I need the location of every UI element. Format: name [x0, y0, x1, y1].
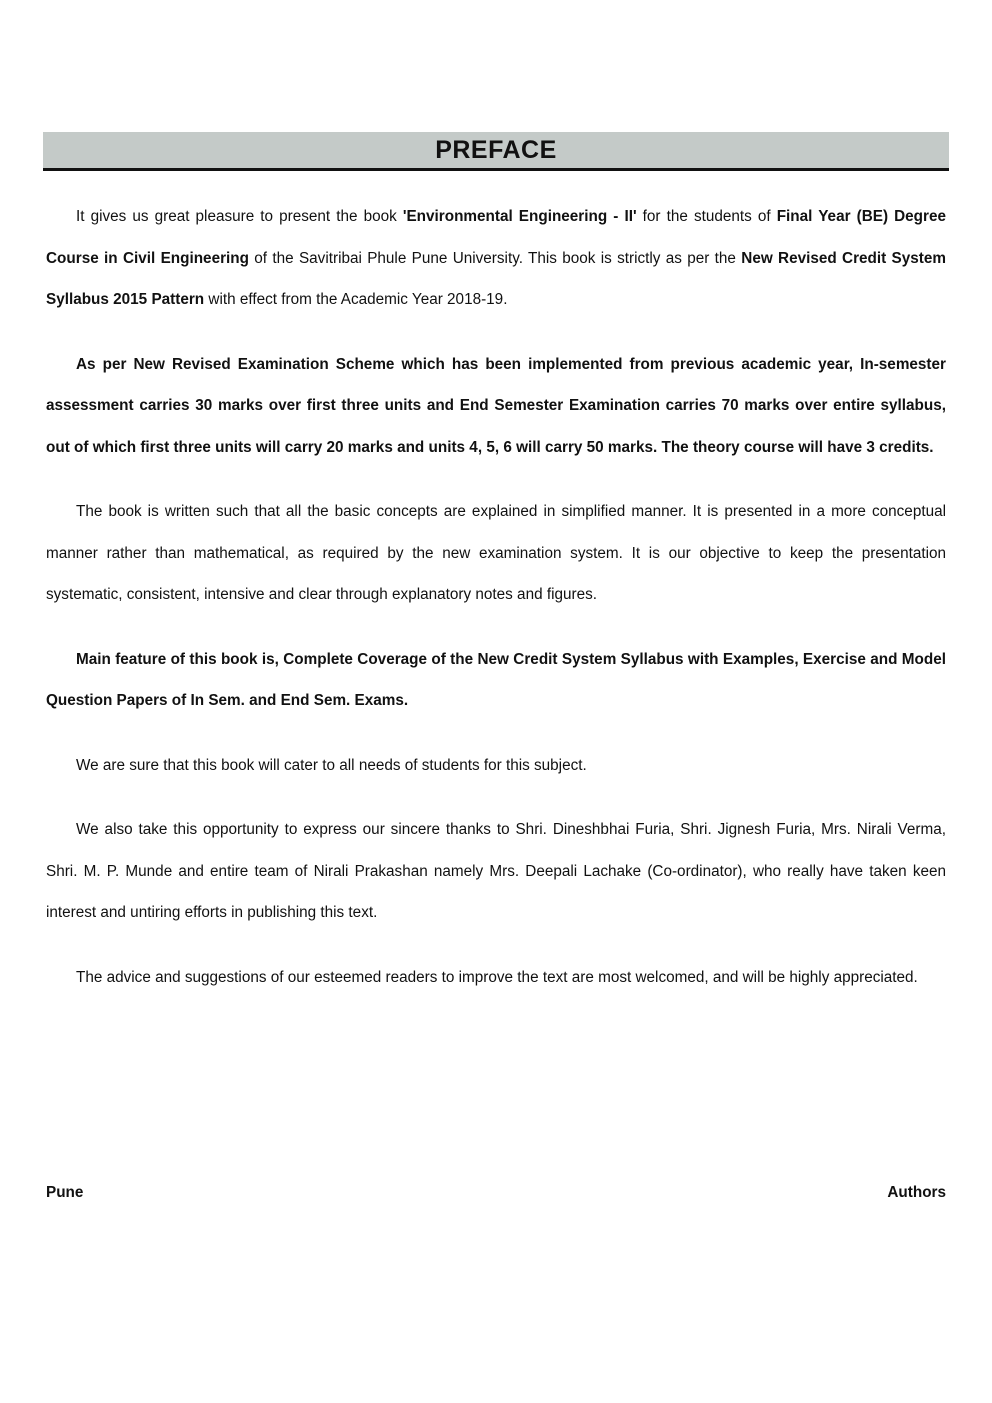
place-label: Pune [46, 1184, 84, 1201]
course-name: Final Year (BE) Degree Course in Civil Engineering [46, 208, 946, 267]
paragraph-assurance: We are sure that this book will cater to all needs of students for this subject. [76, 756, 587, 774]
preface-body [46, 196, 946, 998]
paragraph-approach: The book is written such that all the basic concepts are explained in simplified manner. It is presented in a more conceptual manner rather than mathematical, as required by the new examination system. It is our objective to keep the presentation systematic, consistent, intensive and clear through explanatory notes and figures. [46, 503, 946, 603]
signature-row [46, 1180, 946, 1206]
intro-text-1: It gives us great pleasure to present the book [76, 208, 403, 225]
syllabus-name: New Revised Credit System Syllabus 2015 Pattern [46, 249, 946, 308]
intro-text-2: for the students of [636, 208, 777, 225]
book-title: 'Environmental Engineering - II' [402, 208, 637, 225]
intro-text-3: of the Savitribai Phule Pune University. This book is strictly as per the [248, 249, 742, 267]
authors-label: Authors [887, 1184, 946, 1201]
intro-text-4: with effect from the Academic Year 2018-19. [204, 291, 508, 308]
paragraph-feedback: The advice and suggestions of our esteemed readers to improve the text are most welcomed, and will be highly appreciated. [76, 968, 918, 986]
title-band [43, 132, 949, 171]
paragraph-intro [46, 196, 946, 321]
paragraph-main-feature: Main feature of this book is, Complete Coverage of the New Credit System Syllabus with Examples, Exercise and Model Question Papers of In Sem. and End Sem. Exams. [46, 650, 946, 709]
paragraph-exam-scheme: As per New Revised Examination Scheme which has been implemented from previous academic year, In-semester assessment carries 30 marks over first three units and End Semester Examination carries 70 marks over entire syllabus, out of which first three units will carry 20 marks and units 4, 5, 6 will carry 50 marks. The theory course will have 3 credits. [46, 355, 946, 456]
page-title: PREFACE [435, 135, 557, 164]
paragraph-acknowledgements: We also take this opportunity to express our sincere thanks to Shri. Dineshbhai Furia, Shri. Jignesh Furia, Mrs. Nirali Verma, Shri. M. P. Munde and entire team of Nirali Prakashan namely Mrs. Deepali Lachake (Co-ordinator), who really have taken keen interest and untiring efforts in publishing this text. [46, 821, 946, 921]
